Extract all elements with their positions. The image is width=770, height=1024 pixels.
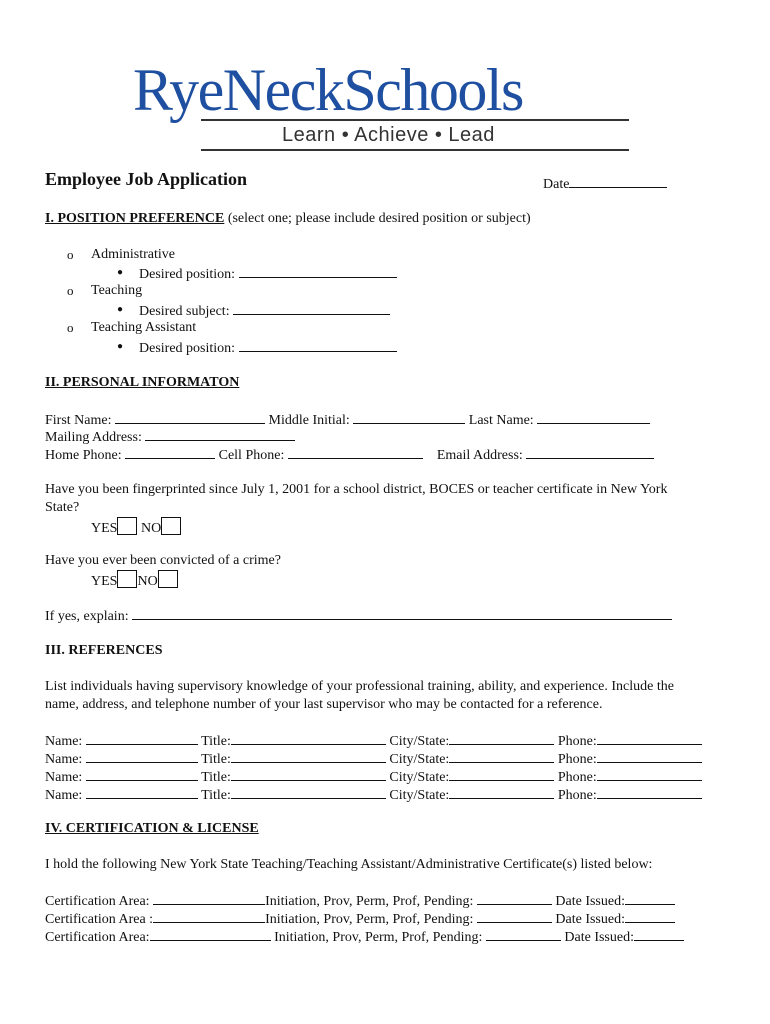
logo-rule — [201, 149, 629, 151]
ref-phone-label: Phone: — [557, 752, 597, 767]
crime-no-checkbox[interactable] — [158, 570, 178, 588]
cert-status-input[interactable] — [477, 909, 552, 923]
ref-phone-input[interactable] — [597, 749, 702, 763]
middle-initial-input[interactable] — [353, 410, 465, 424]
cell-phone-input[interactable] — [288, 445, 423, 459]
section1-heading: I. POSITION PREFERENCE — [45, 211, 225, 226]
radio-teaching[interactable]: o — [67, 283, 74, 298]
crime-yes-checkbox[interactable] — [117, 570, 137, 588]
ref-city-label: City/State: — [389, 788, 450, 803]
ref-title-input[interactable] — [231, 749, 386, 763]
logo-rule — [201, 119, 629, 121]
first-name-label: First Name: — [45, 413, 112, 428]
mailing-address-input[interactable] — [145, 427, 295, 441]
sub-label: Desired position: — [139, 341, 236, 356]
fingerprint-no-checkbox[interactable] — [161, 517, 181, 535]
logo-tagline: Learn • Achieve • Lead — [282, 124, 495, 146]
certification-row — [45, 891, 675, 911]
cert-issued-label: Date Issued: — [555, 894, 625, 909]
first-name-input[interactable] — [115, 410, 265, 424]
ref-city-input[interactable] — [449, 767, 554, 781]
address-row — [45, 427, 295, 447]
cert-area-label: Certification Area : — [45, 912, 154, 927]
cert-status-label: Initiation, Prov, Perm, Prof, Pending: — [274, 930, 483, 945]
ref-title-input[interactable] — [231, 731, 386, 745]
ref-name-label: Name: — [45, 770, 83, 785]
yes-label: YES — [91, 521, 118, 536]
option-label: Administrative — [91, 247, 175, 262]
ref-title-input[interactable] — [231, 767, 386, 781]
ref-title-label: Title: — [201, 788, 231, 803]
ref-phone-label: Phone: — [557, 788, 597, 803]
ref-phone-input[interactable] — [597, 731, 702, 745]
reference-row — [45, 767, 702, 787]
explain-label: If yes, explain: — [45, 609, 129, 624]
cert-issued-input[interactable] — [625, 909, 675, 923]
ref-phone-label: Phone: — [557, 770, 597, 785]
cert-issued-label: Date Issued: — [555, 912, 625, 927]
ref-name-input[interactable] — [86, 731, 198, 745]
cert-issued-input[interactable] — [634, 927, 684, 941]
sub-field — [139, 264, 397, 284]
section1-header — [45, 210, 531, 228]
ref-name-input[interactable] — [86, 785, 198, 799]
ref-city-label: City/State: — [389, 770, 450, 785]
bullet-icon: ● — [117, 341, 124, 352]
sub-field — [139, 301, 390, 321]
sub-label: Desired subject: — [139, 304, 230, 319]
cert-area-input[interactable] — [153, 891, 265, 905]
sub-field — [139, 338, 397, 358]
middle-initial-label: Middle Initial: — [268, 413, 350, 428]
section2-heading: II. PERSONAL INFORMATON — [45, 375, 240, 390]
cert-area-input[interactable] — [150, 927, 271, 941]
ref-title-label: Title: — [201, 734, 231, 749]
option-label: Teaching Assistant — [91, 320, 197, 335]
ref-city-input[interactable] — [449, 731, 554, 745]
date-field — [543, 174, 667, 194]
date-input[interactable] — [569, 174, 667, 188]
ref-name-label: Name: — [45, 788, 83, 803]
desired-position-input[interactable] — [239, 264, 397, 278]
cert-status-label: Initiation, Prov, Perm, Prof, Pending: — [265, 912, 474, 927]
yes-label: YES — [91, 574, 118, 589]
ref-city-input[interactable] — [449, 749, 554, 763]
cell-phone-label: Cell Phone: — [218, 448, 285, 463]
form-title: Employee Job Application — [45, 169, 248, 189]
ref-name-input[interactable] — [86, 749, 198, 763]
radio-administrative[interactable]: o — [67, 247, 74, 262]
phone-row — [45, 445, 654, 465]
home-phone-label: Home Phone: — [45, 448, 122, 463]
last-name-label: Last Name: — [468, 413, 534, 428]
references-text: List individuals having supervisory knowledge of your professional training, ability, and experience. Include the — [45, 679, 674, 694]
mailing-address-label: Mailing Address: — [45, 430, 142, 445]
date-label: Date — [543, 177, 570, 192]
school-logo — [0, 50, 770, 160]
references-text-cont: name, address, and telephone number of your last supervisor who may be contacted for a reference. — [45, 697, 603, 712]
fingerprint-question: Have you been fingerprinted since July 1, 2001 for a school district, BOCES or teacher certificate in New York — [45, 482, 668, 497]
ref-phone-input[interactable] — [597, 767, 702, 781]
email-label: Email Address: — [436, 448, 523, 463]
ref-city-label: City/State: — [389, 752, 450, 767]
fingerprint-yes-checkbox[interactable] — [117, 517, 137, 535]
no-label: NO — [137, 574, 158, 589]
ref-city-label: City/State: — [389, 734, 450, 749]
cert-area-label: Certification Area: — [45, 930, 150, 945]
no-label: NO — [140, 521, 162, 536]
certification-row — [45, 927, 684, 947]
logo-wordmark: RyeNeckSchools — [133, 57, 523, 123]
bullet-icon: ● — [117, 267, 124, 278]
sub-label: Desired position: — [139, 267, 236, 282]
certification-intro: I hold the following New York State Teaching/Teaching Assistant/Administrative Certificate(s) listed below: — [45, 857, 653, 872]
radio-teaching-assistant[interactable]: o — [67, 320, 74, 335]
ref-name-label: Name: — [45, 752, 83, 767]
email-input[interactable] — [526, 445, 654, 459]
section3-heading: III. REFERENCES — [45, 643, 163, 658]
cert-issued-label: Date Issued: — [564, 930, 634, 945]
cert-status-input[interactable] — [486, 927, 561, 941]
fingerprint-answer — [91, 517, 181, 538]
ref-title-label: Title: — [201, 770, 231, 785]
reference-row — [45, 731, 702, 751]
reference-row — [45, 785, 702, 805]
fingerprint-question-cont: State? — [45, 500, 80, 515]
ref-phone-input[interactable] — [597, 785, 702, 799]
crime-question: Have you ever been convicted of a crime? — [45, 553, 281, 568]
cert-issued-input[interactable] — [625, 891, 675, 905]
desired-position-input[interactable] — [239, 338, 397, 352]
explain-row — [45, 606, 672, 626]
ref-title-label: Title: — [201, 752, 231, 767]
cert-status-input[interactable] — [477, 891, 552, 905]
section1-note: (select one; please include desired position or subject) — [224, 211, 531, 226]
cert-status-label: Initiation, Prov, Perm, Prof, Pending: — [265, 894, 474, 909]
desired-subject-input[interactable] — [233, 301, 390, 315]
last-name-input[interactable] — [537, 410, 650, 424]
option-label: Teaching — [91, 283, 143, 298]
explain-input[interactable] — [132, 606, 672, 620]
section4-heading: IV. CERTIFICATION & LICENSE — [45, 821, 259, 836]
ref-name-label: Name: — [45, 734, 83, 749]
cert-area-input[interactable] — [153, 909, 265, 923]
home-phone-input[interactable] — [125, 445, 215, 459]
cert-area-label: Certification Area: — [45, 894, 150, 909]
bullet-icon: ● — [117, 304, 124, 315]
ref-city-input[interactable] — [449, 785, 554, 799]
ref-title-input[interactable] — [231, 785, 386, 799]
crime-answer — [91, 570, 178, 591]
ref-name-input[interactable] — [86, 767, 198, 781]
reference-row — [45, 749, 702, 769]
certification-row — [45, 909, 675, 929]
ref-phone-label: Phone: — [557, 734, 597, 749]
